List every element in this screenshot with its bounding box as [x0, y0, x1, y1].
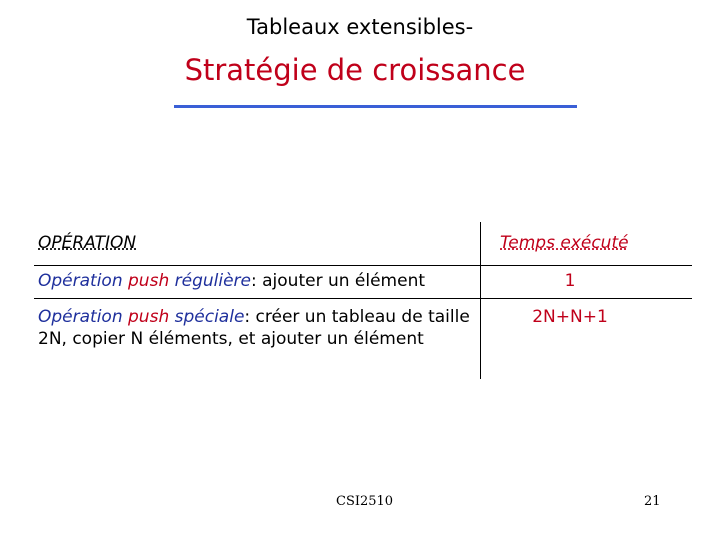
table-row-operation — [38, 270, 478, 292]
footer-page-number: 21 — [644, 494, 661, 509]
table-header-time: Temps exécuté — [500, 233, 629, 253]
operation-kind: push — [128, 307, 170, 327]
operation-description: : créer un tableau de taille 2N, copier N éléments, et ajouter un élément — [38, 307, 470, 349]
slide-title: Stratégie de croissance — [184, 53, 526, 87]
operation-description: : ajouter un élément — [251, 271, 426, 291]
table-header-operation: OPÉRATION — [38, 233, 137, 253]
operation-prefix: Opération — [38, 271, 129, 291]
footer-course: CSI2510 — [336, 494, 394, 509]
table-row-time: 1 — [564, 271, 576, 291]
table-row-operation — [38, 306, 476, 350]
table-column-divider — [480, 222, 481, 379]
operation-kind: push — [128, 271, 170, 291]
operation-qualifier: spéciale — [174, 307, 245, 327]
operation-qualifier: régulière — [174, 271, 251, 291]
table-row-time: 2N+N+1 — [532, 307, 608, 327]
title-underline — [174, 105, 577, 108]
slide-supertitle: Tableaux extensibles- — [246, 15, 474, 39]
table-row-divider — [34, 298, 692, 299]
operation-prefix: Opération — [38, 307, 129, 327]
table-header-divider — [34, 265, 692, 266]
